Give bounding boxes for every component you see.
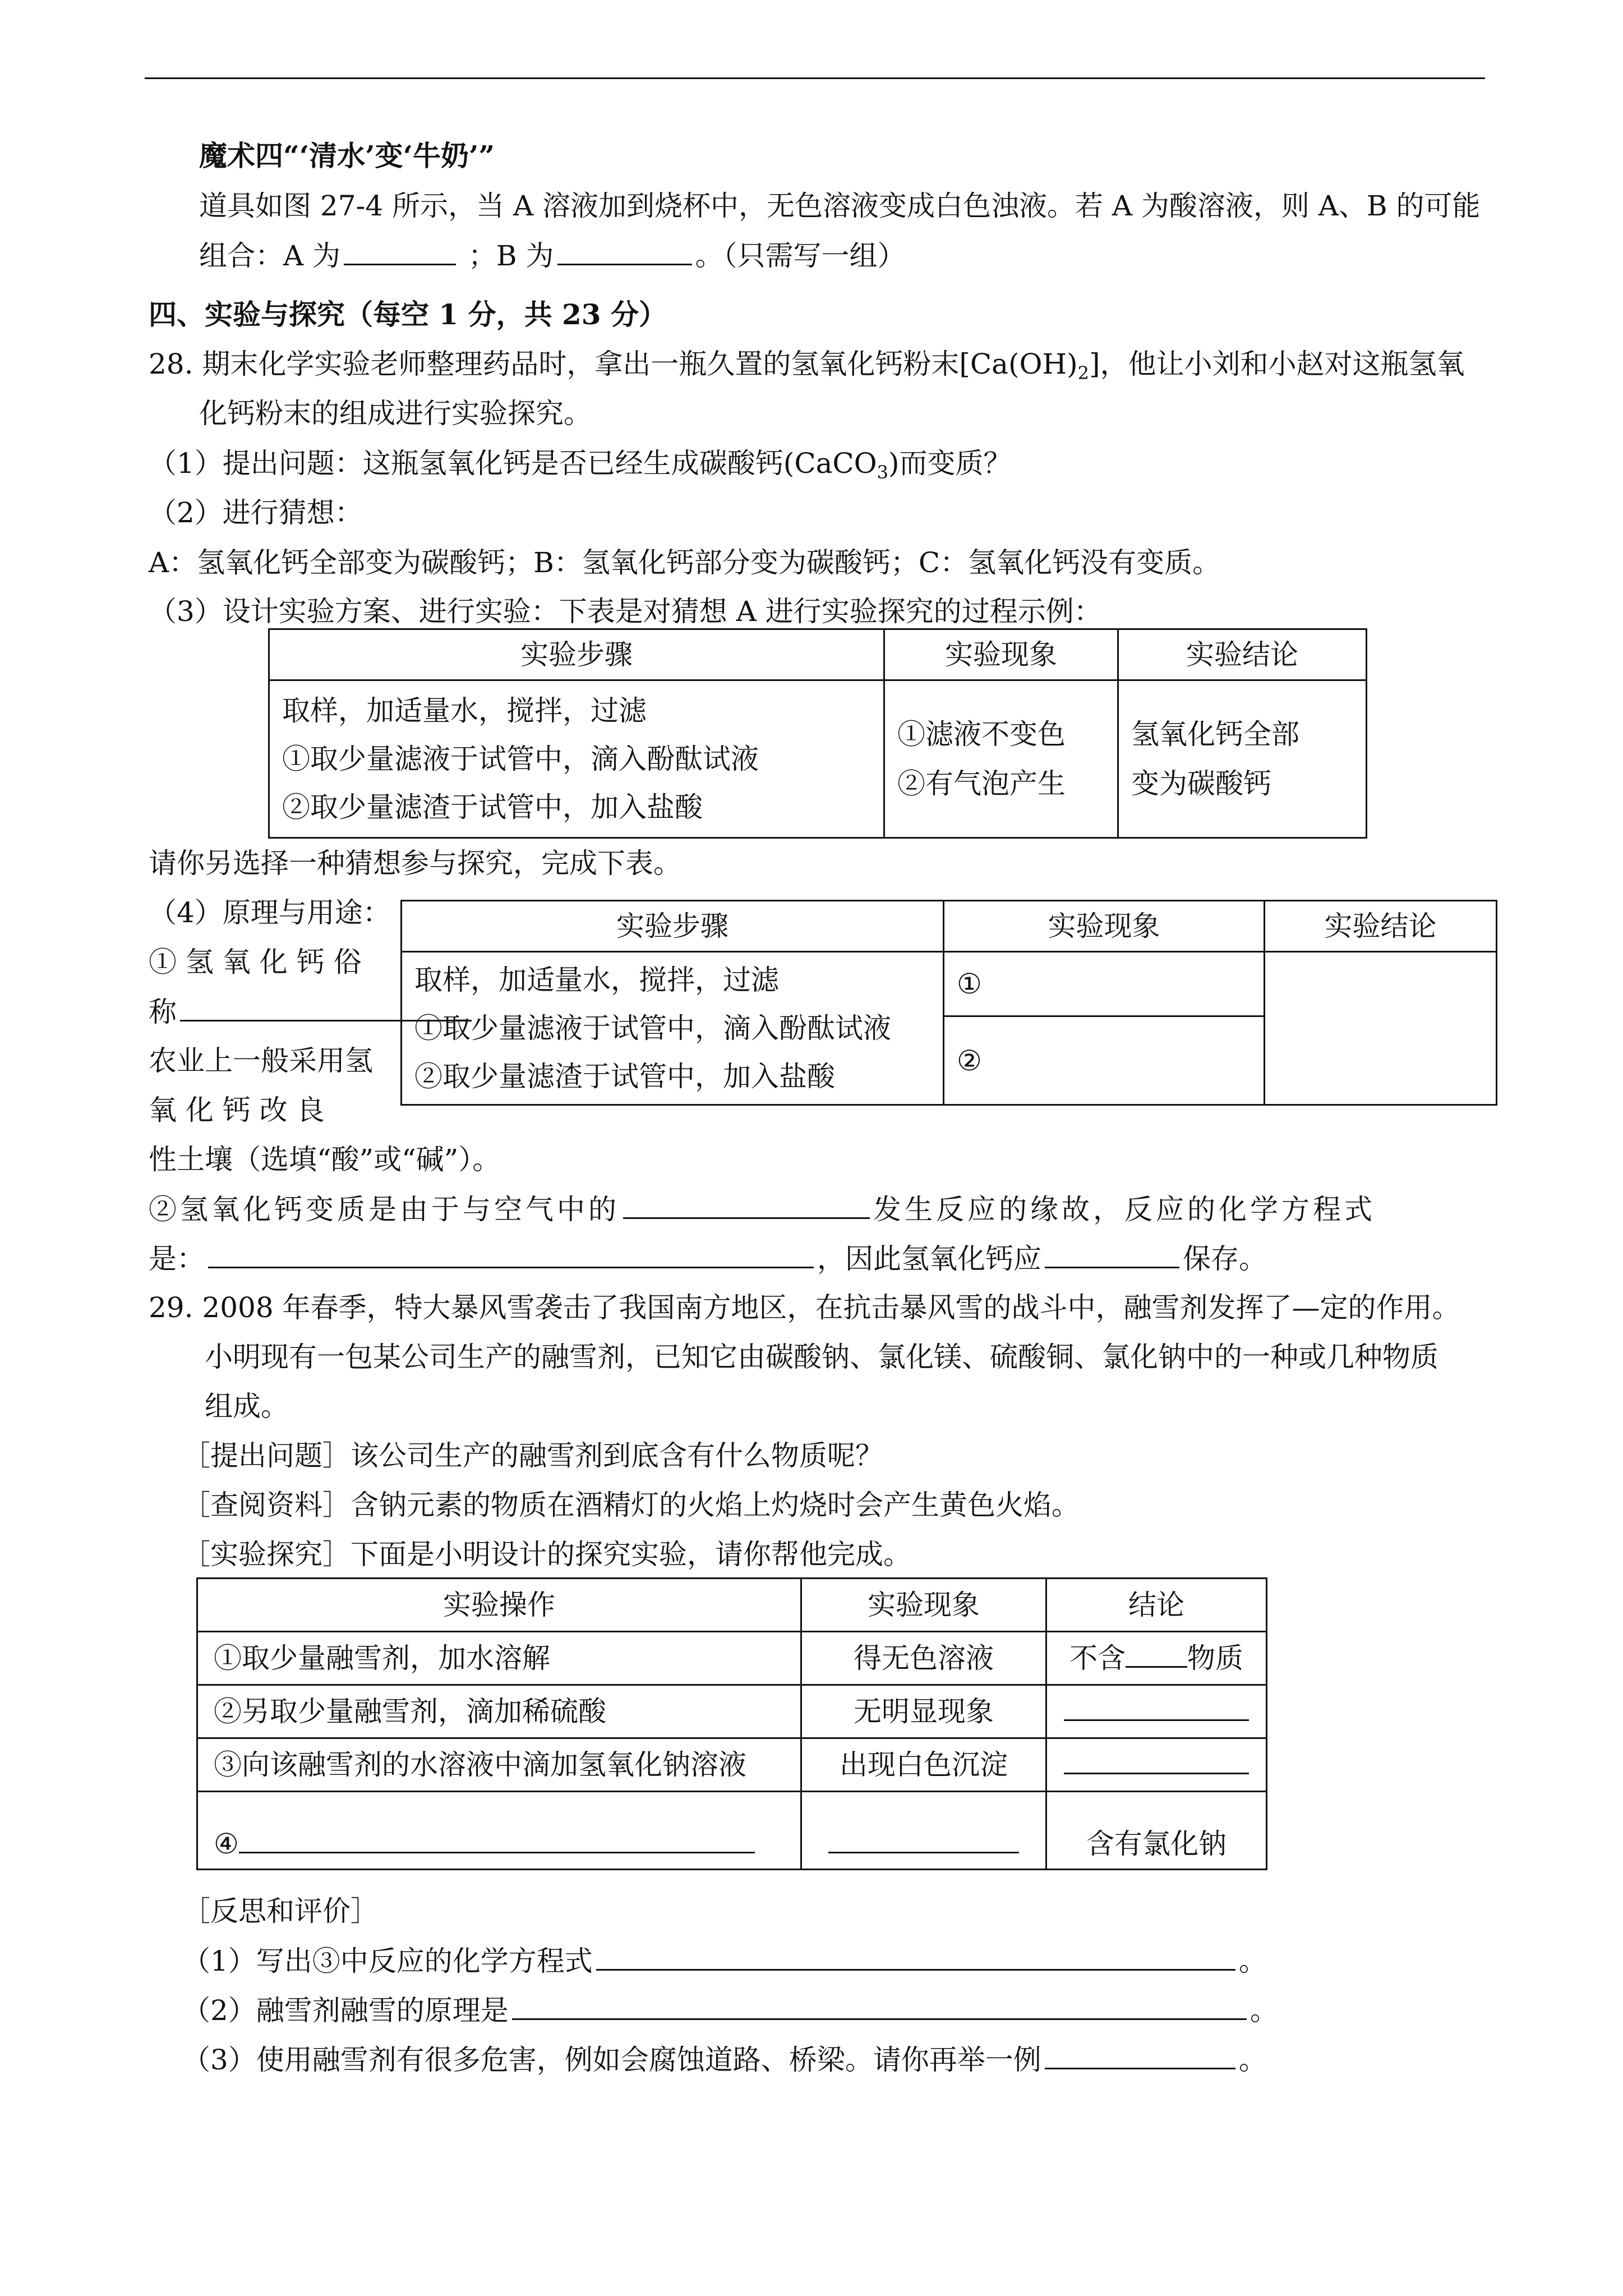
q29-table [196, 1577, 1267, 1870]
table2-steps [402, 952, 944, 1105]
use3-b: ，因此氢氧化钙应 [817, 1243, 1041, 1275]
q29-r2 [182, 1991, 1278, 2029]
q29-row1-concl [1046, 1632, 1267, 1685]
use1-e: 性土壤（选填“酸”或“碱”）。 [149, 1143, 501, 1176]
q28-p4: （4）原理与用途： [149, 896, 391, 929]
table1-step-1: 取样，加适量水，搅拌，过滤 [282, 694, 647, 727]
table2-conclusion-cell[interactable] [1265, 952, 1497, 1105]
q28-intro2: 化钙粉末的组成进行实验探究。 [199, 397, 592, 430]
q29-row2-op: ②另取少量融雪剂，滴加稀硫酸 [197, 1685, 801, 1738]
q29-reflect: ［反思和评价］ [182, 1895, 379, 1927]
table1-header-phenomena: 实验现象 [884, 629, 1118, 680]
table1-phen-1: ①滤液不变色 [897, 718, 1066, 751]
q29-row3-concl[interactable] [1046, 1738, 1267, 1792]
q29-r3 [182, 2041, 1267, 2078]
harm-example-blank[interactable] [1045, 2041, 1235, 2069]
q29-row4-concl: 含有氯化钠 [1046, 1792, 1267, 1870]
q28-p3: （3）设计实验方案、进行实验：下表是对猜想 A 进行实验探究的过程示例： [149, 595, 1102, 628]
table1-header-steps: 实验步骤 [269, 629, 884, 680]
q28-intro1-end: ]，他让小刘和小赵对这瓶氢氧 [1089, 348, 1465, 380]
q29-question: ［提出问题］该公司生产的融雪剂到底含有什么物质呢？ [182, 1439, 883, 1472]
q28-p1-sub: 3 [877, 462, 888, 483]
answer-blank-b[interactable] [557, 237, 692, 265]
magic4-line2 [199, 237, 906, 274]
q28-example-table [268, 628, 1367, 839]
q29-intro3: 组成。 [205, 1390, 289, 1423]
table2-header-steps: 实验步骤 [402, 901, 944, 952]
q28-p1-a: （1）提出问题：这瓶氢氧化钙是否已经生成碳酸钙(CaCO [149, 447, 877, 480]
table2-step-3: ②取少量滤渣于试管中，加入盐酸 [414, 1060, 835, 1093]
q29-header-phen: 实验现象 [801, 1579, 1046, 1632]
magic4-title: 魔术四“‘清水’变‘牛奶’” [199, 139, 495, 172]
q29-row3-blank[interactable] [1064, 1748, 1249, 1774]
section-title: 四、实验与探究（每空 1 分，共 23 分） [149, 298, 667, 331]
q29-row4-phen[interactable] [801, 1792, 1046, 1870]
table2-phen-1[interactable]: ① [944, 952, 1265, 1016]
magic4-line2-a: 组合：A 为 [199, 240, 341, 272]
q29-r2-b: 。 [1249, 1994, 1278, 2027]
table2-step-2: ①取少量滤液于试管中，滴入酚酞试液 [414, 1012, 891, 1045]
reaction-equation-blank[interactable] [596, 1942, 1235, 1971]
use1-d: 氧 化 钙 改 良 [149, 1094, 325, 1126]
magic4-line1: 道具如图 27-4 所示，当 A 溶液加到烧杯中，无色溶液变成白色浊液。若 A 为酸溶液，则 A、B 的可能 [199, 190, 1481, 222]
table2-phen-2[interactable]: ② [944, 1016, 1265, 1105]
q28-intro1-a: 28. 期末化学实验老师整理药品时，拿出一瓶久置的氢氧化钙粉末[Ca(OH) [149, 348, 1078, 380]
q29-r3-a: （3）使用融雪剂有很多危害，例如会腐蚀道路、桥梁。请你再举一例 [182, 2044, 1041, 2076]
q29-intro2: 小明现有一包某公司生产的融雪剂，已知它由碳酸钠、氯化镁、硫酸铜、氯化钠中的一种或几种物质 [205, 1341, 1438, 1373]
storage-blank[interactable] [1045, 1240, 1179, 1268]
q29-info: ［查阅资料］含钠元素的物质在酒精灯的火焰上灼烧时会产生黄色火焰。 [182, 1489, 1080, 1521]
q28-p2: （2）进行猜想： [149, 496, 363, 529]
principle-blank[interactable] [512, 1991, 1247, 2020]
q28-p1-b: )而变质？ [888, 447, 1012, 480]
magic4-line2-c: 。（只需写一组） [695, 240, 906, 272]
q28-answer-table [400, 900, 1497, 1106]
table1-header-conclusion: 实验结论 [1118, 629, 1367, 680]
use3-c: 保存。 [1183, 1243, 1267, 1275]
equation-blank[interactable] [208, 1240, 814, 1268]
q29-row1-op: ①取少量融雪剂，加水溶解 [197, 1632, 801, 1685]
q29-row4-op-blank[interactable] [239, 1827, 755, 1853]
q28-ask: 请你另选择一种猜想参与探究，完成下表。 [149, 847, 681, 880]
table2-header-phenomena: 实验现象 [944, 901, 1265, 952]
magic4-line2-b: ；B 为 [468, 240, 554, 272]
q29-r1 [182, 1942, 1267, 1980]
use3 [149, 1240, 1267, 1277]
table1-step-3: ②取少量滤渣于试管中，加入盐酸 [282, 791, 703, 823]
q29-row2-blank[interactable] [1064, 1695, 1249, 1721]
table1-phenomena [884, 680, 1118, 838]
q29-row3-op: ③向该融雪剂的水溶液中滴加氢氧化钠溶液 [197, 1738, 801, 1792]
table2-header-conclusion: 实验结论 [1265, 901, 1497, 952]
use2 [149, 1190, 1376, 1228]
use2-a: ②氢氧化钙变质是由于与空气中的 [149, 1193, 620, 1226]
q29-row3-phen: 出现白色沉淀 [801, 1738, 1046, 1792]
air-substance-blank[interactable] [623, 1190, 870, 1219]
q29-row1-concl-a: 不含 [1069, 1642, 1126, 1674]
q29-r2-a: （2）融雪剂融雪的原理是 [182, 1994, 509, 2027]
use1-c: 农业上一般采用氢 [149, 1045, 373, 1077]
q29-row4-op-label: ④ [214, 1828, 239, 1860]
q29-header-concl: 结论 [1046, 1579, 1267, 1632]
q29-intro1: 29. 2008 年春季，特大暴风雪袭击了我国南方地区，在抗击暴风雪的战斗中，融雪剂发挥了—定的作用。 [149, 1291, 1460, 1324]
q29-r1-b: 。 [1238, 1945, 1267, 1977]
q29-explore: ［实验探究］下面是小明设计的探究实验，请你帮他完成。 [182, 1538, 911, 1571]
q29-row1-phen: 得无色溶液 [801, 1632, 1046, 1685]
q29-row2-concl[interactable] [1046, 1685, 1267, 1738]
table1-concl-2: 变为碳酸钙 [1131, 767, 1271, 800]
use2-b: 发生反应的缘故，反应的化学方程式 [873, 1193, 1376, 1226]
table1-phen-2: ②有气泡产生 [897, 767, 1066, 800]
q29-row1-blank[interactable] [1126, 1641, 1187, 1668]
use1-a: ① 氢 氧 化 钙 俗 [149, 946, 362, 978]
q29-header-op: 实验操作 [197, 1579, 801, 1632]
q29-row4-phen-blank[interactable] [828, 1827, 1019, 1853]
table2-step-1: 取样，加适量水，搅拌，过滤 [414, 964, 779, 996]
q29-row2-phen: 无明显现象 [801, 1685, 1046, 1738]
table1-steps [269, 680, 884, 838]
table1-concl-1: 氢氧化钙全部 [1131, 718, 1299, 751]
q28-guess: A：氢氧化钙全部变为碳酸钙；B：氢氧化钙部分变为碳酸钙；C：氢氧化钙没有变质。 [149, 546, 1221, 579]
q28-p1 [149, 445, 1012, 482]
q29-r1-a: （1）写出③中反应的化学方程式 [182, 1945, 593, 1977]
table1-step-2: ①取少量滤液于试管中，滴入酚酞试液 [282, 743, 759, 775]
q28-intro1 [149, 346, 1464, 383]
table1-conclusion [1118, 680, 1367, 838]
use3-a: 是： [149, 1243, 205, 1275]
answer-blank-a[interactable] [344, 237, 456, 265]
use1-b-text: 称 [149, 996, 177, 1028]
top-rule [145, 77, 1485, 79]
q29-row1-concl-b: 物质 [1187, 1642, 1243, 1674]
q29-row4-op[interactable] [197, 1792, 801, 1870]
q28-intro1-sub: 2 [1077, 362, 1089, 384]
q29-r3-b: 。 [1238, 2044, 1267, 2076]
